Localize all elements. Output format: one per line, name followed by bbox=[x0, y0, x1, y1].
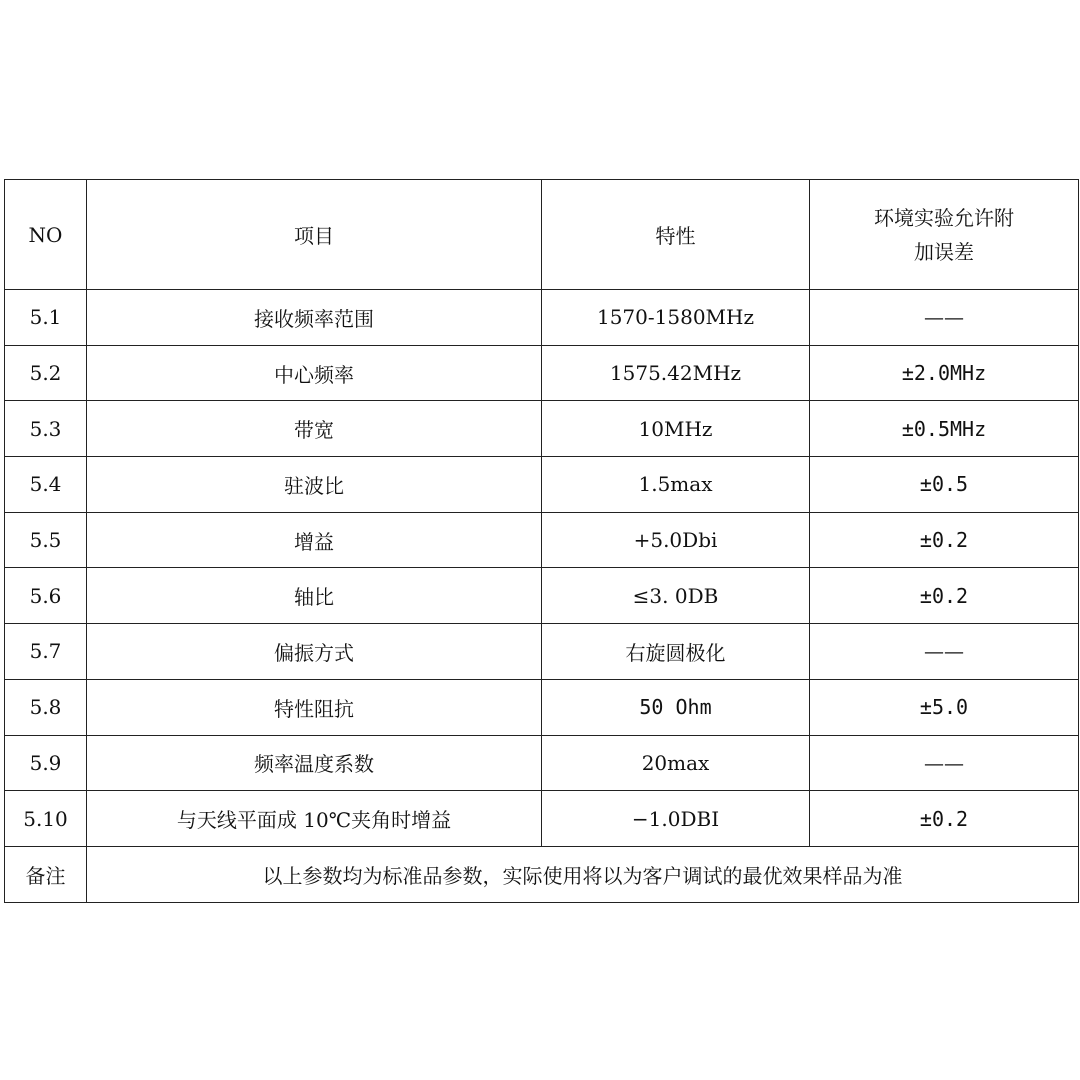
row-item: 接收频率范围 bbox=[87, 290, 542, 346]
table-row bbox=[5, 679, 1079, 735]
row-item: 与天线平面成 10℃夹角时增益 bbox=[87, 791, 542, 847]
row-tolerance: ±0.2 bbox=[810, 791, 1079, 847]
row-tolerance: ±0.2 bbox=[810, 568, 1079, 624]
row-tolerance: —— bbox=[810, 290, 1079, 346]
header-characteristic: 特性 bbox=[542, 180, 810, 290]
row-item: 频率温度系数 bbox=[87, 735, 542, 791]
table-row bbox=[5, 457, 1079, 513]
table-row bbox=[5, 735, 1079, 791]
row-value: 右旋圆极化 bbox=[542, 624, 810, 680]
row-item: 特性阻抗 bbox=[87, 679, 542, 735]
row-no: 5.9 bbox=[5, 735, 87, 791]
row-no: 5.2 bbox=[5, 345, 87, 401]
row-value: 1.5max bbox=[542, 457, 810, 513]
table-row bbox=[5, 791, 1079, 847]
row-no: 5.1 bbox=[5, 290, 87, 346]
row-value: 1570-1580MHz bbox=[542, 290, 810, 346]
row-tolerance: ±2.0MHz bbox=[810, 345, 1079, 401]
header-tolerance bbox=[810, 180, 1079, 290]
note-text: 以上参数均为标准品参数，实际使用将以为客户调试的最优效果样品为准 bbox=[87, 846, 1079, 902]
row-item: 带宽 bbox=[87, 401, 542, 457]
table-row bbox=[5, 624, 1079, 680]
header-tolerance-line1: 环境实验允许附 bbox=[874, 205, 1014, 230]
table-row bbox=[5, 401, 1079, 457]
row-tolerance: ±5.0 bbox=[810, 679, 1079, 735]
header-no: NO bbox=[5, 180, 87, 290]
row-no: 5.10 bbox=[5, 791, 87, 847]
row-tolerance: ±0.2 bbox=[810, 512, 1079, 568]
header-item: 项目 bbox=[87, 180, 542, 290]
row-value: 1575.42MHz bbox=[542, 345, 810, 401]
row-no: 5.6 bbox=[5, 568, 87, 624]
row-value: 10MHz bbox=[542, 401, 810, 457]
table-row bbox=[5, 290, 1079, 346]
row-no: 5.7 bbox=[5, 624, 87, 680]
row-value: 20max bbox=[542, 735, 810, 791]
row-value: 50 Ohm bbox=[542, 679, 810, 735]
row-item: 中心频率 bbox=[87, 345, 542, 401]
note-row bbox=[5, 846, 1079, 902]
row-value: −1.0DBI bbox=[542, 791, 810, 847]
row-tolerance: ±0.5 bbox=[810, 457, 1079, 513]
row-item: 偏振方式 bbox=[87, 624, 542, 680]
table-row bbox=[5, 345, 1079, 401]
table-row bbox=[5, 568, 1079, 624]
row-value: +5.0Dbi bbox=[542, 512, 810, 568]
row-value: ≤3. 0DB bbox=[542, 568, 810, 624]
row-tolerance: —— bbox=[810, 624, 1079, 680]
note-label: 备注 bbox=[5, 846, 87, 902]
row-no: 5.8 bbox=[5, 679, 87, 735]
row-tolerance: —— bbox=[810, 735, 1079, 791]
table-row bbox=[5, 512, 1079, 568]
header-tolerance-line2: 加误差 bbox=[914, 239, 974, 264]
row-no: 5.3 bbox=[5, 401, 87, 457]
row-item: 增益 bbox=[87, 512, 542, 568]
row-no: 5.4 bbox=[5, 457, 87, 513]
header-row bbox=[5, 180, 1079, 290]
row-tolerance: ±0.5MHz bbox=[810, 401, 1079, 457]
row-item: 驻波比 bbox=[87, 457, 542, 513]
spec-table bbox=[4, 179, 1079, 903]
row-no: 5.5 bbox=[5, 512, 87, 568]
row-item: 轴比 bbox=[87, 568, 542, 624]
